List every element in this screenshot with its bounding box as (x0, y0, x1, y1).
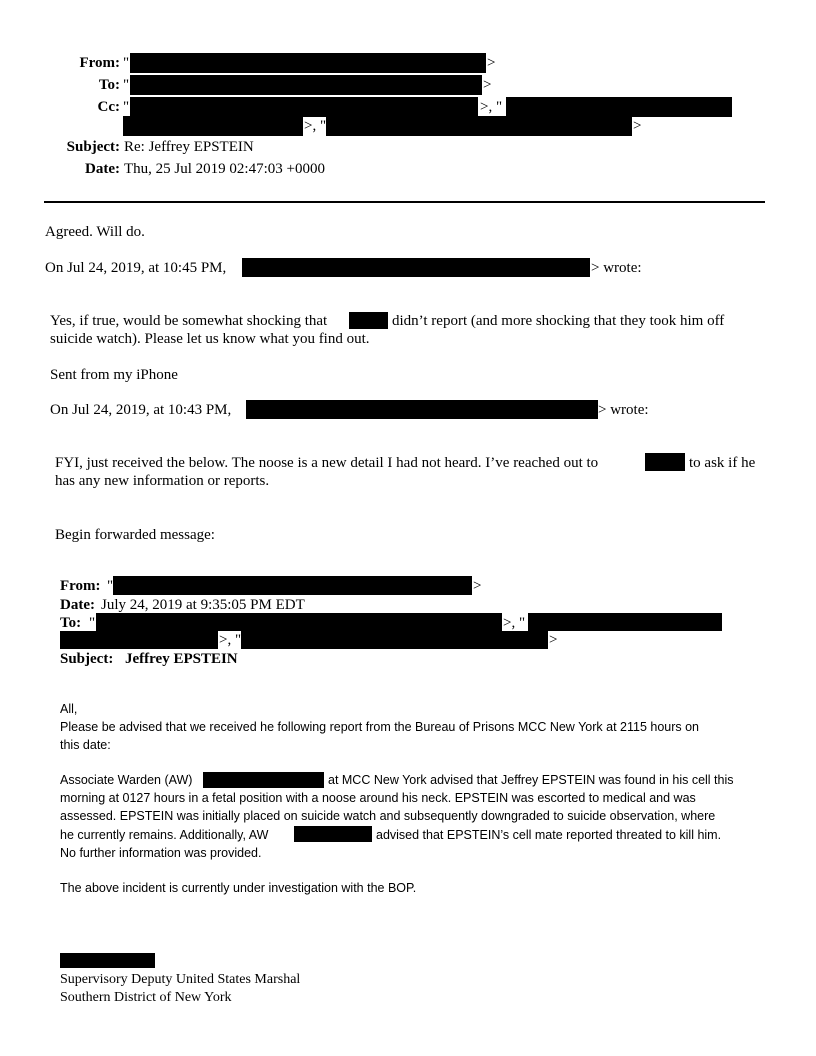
separator-glyph: >, " (503, 615, 526, 631)
cc-label: Cc: (97, 99, 120, 115)
fwd-p2-l4a: he currently remains. Additionally, AW (60, 828, 269, 842)
quote-glyph: " (123, 55, 130, 71)
separator-glyph: >, " (480, 99, 503, 115)
date-label: Date: (85, 161, 120, 177)
quote-glyph: " (107, 578, 114, 594)
quote-glyph: " (123, 77, 130, 93)
quote-glyph: " (89, 615, 96, 631)
fwd-date-value: July 24, 2019 at 9:35:05 PM EDT (101, 597, 305, 613)
close-glyph: > (549, 632, 558, 648)
from-label: From: (79, 55, 120, 71)
redaction-inline-2 (645, 453, 685, 471)
redaction-fwd-to-1 (96, 613, 502, 631)
msg1-text-a: Yes, if true, would be somewhat shocking that (50, 313, 328, 329)
msg2-text-b: to ask if he (689, 455, 756, 471)
redaction-fwd-to-4 (241, 631, 548, 649)
close-glyph: > (633, 118, 642, 134)
redaction-cc-4 (326, 116, 632, 136)
redaction-aw-name (294, 826, 372, 842)
quote1-suffix: > wrote: (591, 260, 642, 276)
subject-value: Re: Jeffrey EPSTEIN (124, 139, 254, 155)
close-glyph: > (473, 578, 482, 594)
fwd-greeting: All, (60, 702, 78, 716)
redaction-cc-2 (506, 97, 732, 117)
redaction-warden (203, 772, 324, 788)
fwd-to-label: To: (60, 615, 82, 631)
redaction-fwd-to-3 (60, 631, 218, 649)
redaction-fwd-from (113, 576, 472, 595)
begin-forwarded: Begin forwarded message: (55, 527, 215, 543)
sig-district: Southern District of New York (60, 990, 232, 1005)
separator-glyph: >, " (304, 118, 327, 134)
quote2-prefix: On Jul 24, 2019, at 10:43 PM, (50, 402, 232, 418)
msg1-text-c: suicide watch). Please let us know what you find out. (50, 331, 370, 347)
sig-title: Supervisory Deputy United States Marshal (60, 972, 301, 987)
fwd-p2-l5: No further information was provided. (60, 846, 262, 860)
fwd-p2-l1a: Associate Warden (AW) (60, 773, 193, 787)
fwd-subject-label: Subject: (60, 651, 114, 667)
msg2-text-c: has any new information or reports. (55, 473, 270, 489)
separator-glyph: >, " (219, 632, 242, 648)
fwd-p3: The above incident is currently under investigation with the BOP. (60, 881, 417, 895)
subject-label: Subject: (66, 139, 120, 155)
date-value: Thu, 25 Jul 2019 02:47:03 +0000 (124, 161, 325, 177)
quote-glyph: " (123, 99, 130, 115)
quote1-prefix: On Jul 24, 2019, at 10:45 PM, (45, 260, 227, 276)
redaction-from (130, 53, 486, 73)
fwd-p1-line1: Please be advised that we received he following report from the Bureau of Prisons MCC New York at 2115 hours on (60, 720, 700, 734)
redaction-sender-1 (242, 258, 590, 277)
redaction-fwd-to-2 (528, 613, 722, 631)
redaction-cc-3 (123, 116, 303, 136)
header-divider (44, 201, 765, 203)
fwd-p1-line2: this date: (60, 738, 111, 752)
msg2-text-a: FYI, just received the below. The noose is a new detail I had not heard. I’ve reached out to (55, 455, 599, 471)
redaction-sender-2 (246, 400, 598, 419)
msg1-text-b: didn’t report (and more shocking that they took him off (392, 313, 725, 329)
sent-from: Sent from my iPhone (50, 367, 178, 383)
fwd-p2-l2: morning at 0127 hours in a fetal position with a noose around his neck. EPSTEIN was escorted to medical and was (60, 791, 696, 805)
redaction-inline-1 (349, 312, 388, 329)
fwd-from-label: From: (60, 578, 101, 594)
redaction-cc-1 (130, 97, 478, 117)
quote2-suffix: > wrote: (598, 402, 649, 418)
redaction-to (130, 75, 482, 95)
fwd-date-label: Date: (60, 597, 95, 613)
fwd-p2-l4b: advised that EPSTEIN’s cell mate reported threated to kill him. (376, 828, 722, 842)
to-label: To: (98, 77, 120, 93)
close-glyph: > (487, 55, 496, 71)
reply-text: Agreed. Will do. (45, 224, 145, 240)
fwd-p2-l3: assessed. EPSTEIN was initially placed on suicide watch and subsequently downgraded to suicide observation, where (60, 809, 716, 823)
fwd-p2-l1b: at MCC New York advised that Jeffrey EPSTEIN was found in his cell this (328, 773, 734, 787)
redaction-signature-name (60, 953, 155, 968)
close-glyph: > (483, 77, 492, 93)
fwd-subject-value: Jeffrey EPSTEIN (125, 651, 238, 667)
